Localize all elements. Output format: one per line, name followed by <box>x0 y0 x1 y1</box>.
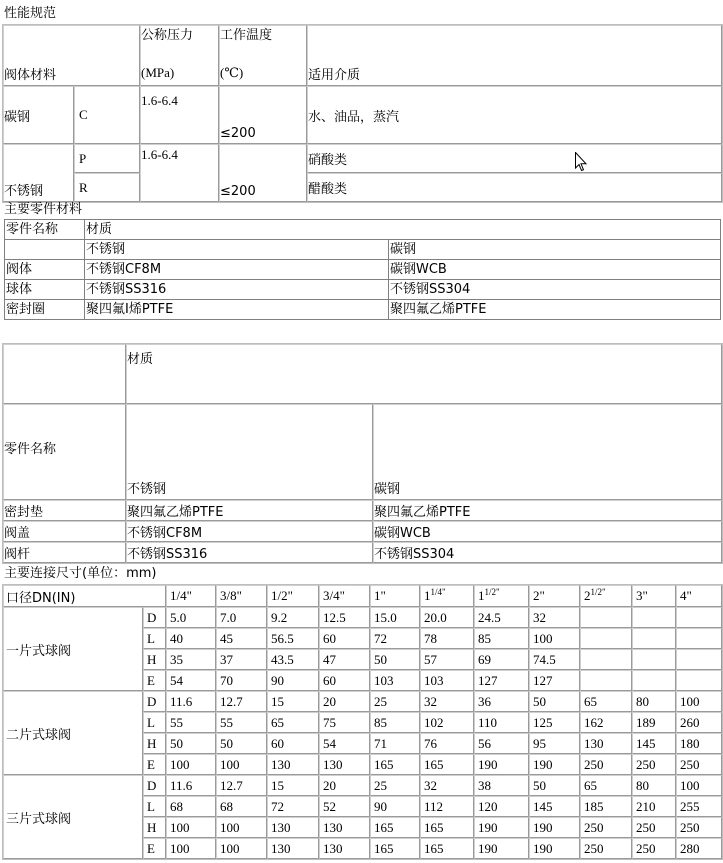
part-name-header-2: 零件名称 <box>3 404 126 500</box>
dimension-value <box>632 670 676 691</box>
stainless-material: 不锈钢SS316 <box>126 542 373 563</box>
size-base: 3/4" <box>323 588 345 603</box>
carbon-material: 聚四氟乙烯PTFE <box>373 500 722 521</box>
dimension-value: 54 <box>319 733 370 754</box>
dimension-value: 90 <box>267 670 319 691</box>
stainless-material: 聚四氟I烯PTFE <box>85 300 389 320</box>
dimension-value: 103 <box>370 670 420 691</box>
size-base: 1/4" <box>170 588 192 603</box>
parts-title: 主要零件材料 <box>4 202 83 217</box>
dimension-key: H <box>143 649 166 670</box>
dimension-value <box>676 670 722 691</box>
dimension-value: 190 <box>529 754 580 775</box>
dimension-value: 12.7 <box>216 691 267 712</box>
dimension-value: 100 <box>216 817 267 838</box>
dimension-value: 60 <box>319 670 370 691</box>
size-base: 3/8" <box>220 588 242 603</box>
dimension-value: 130 <box>267 817 319 838</box>
dimension-value: 80 <box>632 775 676 796</box>
dimension-key: D <box>143 775 166 796</box>
parts-table-1 <box>4 219 721 320</box>
dimension-value: 25 <box>370 775 420 796</box>
medium-header: 适用介质 <box>307 25 722 86</box>
dimension-key: E <box>143 754 166 775</box>
dimension-value: 32 <box>420 775 474 796</box>
dimension-value: 125 <box>529 712 580 733</box>
dimension-value: 130 <box>319 754 370 775</box>
dimension-value: 20 <box>319 775 370 796</box>
dimension-value <box>580 607 632 628</box>
carbon-material: 聚四氟乙烯PTFE <box>389 300 721 320</box>
dimension-value: 100 <box>676 775 722 796</box>
carbon-material: 不锈钢SS304 <box>373 542 722 563</box>
dimension-value: 165 <box>370 838 420 859</box>
dimension-value: 50 <box>529 775 580 796</box>
dimension-value <box>632 628 676 649</box>
dimension-key: D <box>143 691 166 712</box>
dimension-value: 190 <box>474 754 529 775</box>
dimension-value: 250 <box>580 754 632 775</box>
dimension-value: 40 <box>166 628 216 649</box>
code-c: C <box>74 86 140 144</box>
dimension-value: 52 <box>319 796 370 817</box>
size-base: 4" <box>680 588 692 603</box>
size-header-corner: 口径DN(IN) <box>3 585 166 607</box>
dimension-value: 74.5 <box>529 649 580 670</box>
dimension-value: 165 <box>420 817 474 838</box>
dimension-value: 120 <box>474 796 529 817</box>
dimension-value: 65 <box>267 712 319 733</box>
stainless-material: 不锈钢CF8M <box>126 521 373 542</box>
valve-type: 二片式球阀 <box>3 691 143 775</box>
dimension-value: 130 <box>267 838 319 859</box>
dimension-value: 250 <box>632 817 676 838</box>
dimension-value: 127 <box>529 670 580 691</box>
mouse-pointer-icon <box>575 152 587 176</box>
size-base: 1 <box>424 588 431 603</box>
dimension-value <box>580 649 632 670</box>
dimension-value: 130 <box>319 817 370 838</box>
size-base: 1" <box>374 588 386 603</box>
dimension-row <box>3 607 722 628</box>
parts-table-2 <box>2 343 723 564</box>
dimension-value: 190 <box>529 817 580 838</box>
dimension-value: 50 <box>166 733 216 754</box>
dimension-value: 100 <box>529 628 580 649</box>
dimension-value: 190 <box>474 817 529 838</box>
medium-carbon: 水、油品，蒸汽 <box>307 86 722 144</box>
dimension-value: 68 <box>216 796 267 817</box>
dimension-key: L <box>143 796 166 817</box>
dimension-value: 165 <box>370 817 420 838</box>
valve-type: 三片式球阀 <box>3 775 143 859</box>
dimension-value: 95 <box>529 733 580 754</box>
dimension-value: 70 <box>216 670 267 691</box>
dimension-value <box>580 628 632 649</box>
stainless-material: 不锈钢CF8M <box>85 260 389 280</box>
dimension-value: 280 <box>676 838 722 859</box>
dimension-value: 12.5 <box>319 607 370 628</box>
temp-carbon: ≤200 <box>219 86 307 144</box>
dimension-value: 50 <box>370 649 420 670</box>
size-header <box>474 585 529 607</box>
dimension-value: 65 <box>580 775 632 796</box>
dimension-value: 71 <box>370 733 420 754</box>
dimension-value: 130 <box>319 838 370 859</box>
size-base: 1 <box>478 588 485 603</box>
dimension-value: 47 <box>319 649 370 670</box>
dimension-value: 68 <box>166 796 216 817</box>
dimension-value: 5.0 <box>166 607 216 628</box>
dimension-value: 69 <box>474 649 529 670</box>
dimension-key: D <box>143 607 166 628</box>
dimension-value: 75 <box>319 712 370 733</box>
pressure-stainless: 1.6-6.4 <box>140 144 219 202</box>
dimension-value: 56.5 <box>267 628 319 649</box>
dimension-value <box>580 670 632 691</box>
dimension-value: 55 <box>216 712 267 733</box>
size-fraction: 1/4" <box>430 587 446 597</box>
dimension-value: 37 <box>216 649 267 670</box>
dimension-value: 11.6 <box>166 775 216 796</box>
material-header-2: 材质 <box>126 344 722 404</box>
size-header <box>580 585 632 607</box>
size-header <box>420 585 474 607</box>
dimension-value: 255 <box>676 796 722 817</box>
dimension-value: 45 <box>216 628 267 649</box>
dimension-value: 50 <box>529 691 580 712</box>
dimensions-title: 主要连接尺寸(单位：mm) <box>4 566 157 581</box>
carbon-material: 碳钢WCB <box>373 521 722 542</box>
stainless-col-header-2: 不锈钢 <box>126 404 373 500</box>
carbon-material: 不锈钢SS304 <box>389 280 721 300</box>
dimension-key: L <box>143 712 166 733</box>
dimension-value: 165 <box>370 754 420 775</box>
dimension-value: 65 <box>580 691 632 712</box>
dimension-value: 250 <box>580 838 632 859</box>
size-fraction: 1/2" <box>484 587 500 597</box>
stainless-col-header-1: 不锈钢 <box>85 240 389 260</box>
dimension-value: 100 <box>216 838 267 859</box>
dimension-key: H <box>143 817 166 838</box>
dimension-value: 250 <box>676 754 722 775</box>
dimension-key: L <box>143 628 166 649</box>
dimension-value: 90 <box>370 796 420 817</box>
temp-stainless: ≤200 <box>219 144 307 202</box>
dimension-value: 36 <box>474 691 529 712</box>
dimension-value: 54 <box>166 670 216 691</box>
dimension-value: 250 <box>676 817 722 838</box>
dimension-value: 9.2 <box>267 607 319 628</box>
dimension-value: 250 <box>580 817 632 838</box>
size-header <box>216 585 267 607</box>
dimension-value: 102 <box>420 712 474 733</box>
temperature-unit: (℃) <box>220 65 244 80</box>
dimension-value <box>676 607 722 628</box>
dimension-value: 76 <box>420 733 474 754</box>
dimension-value: 55 <box>166 712 216 733</box>
dimension-value: 24.5 <box>474 607 529 628</box>
dimension-value: 100 <box>166 754 216 775</box>
dimension-value <box>632 649 676 670</box>
valve-type: 一片式球阀 <box>3 607 143 691</box>
part-name-header: 零件名称 <box>5 220 85 240</box>
part-name: 阀体 <box>5 260 85 280</box>
dimension-value <box>676 628 722 649</box>
dimension-value: 110 <box>474 712 529 733</box>
part-name: 球体 <box>5 280 85 300</box>
performance-table <box>2 24 723 203</box>
pressure-carbon: 1.6-6.4 <box>140 86 219 144</box>
size-header <box>370 585 420 607</box>
dimension-value: 72 <box>370 628 420 649</box>
medium-nitric-acid: 硝酸类 <box>307 144 722 173</box>
dimension-value: 100 <box>216 754 267 775</box>
carbon-material: 碳钢WCB <box>389 260 721 280</box>
code-r: R <box>74 173 140 202</box>
dimension-value: 100 <box>676 691 722 712</box>
carbon-col-header-1: 碳钢 <box>389 240 721 260</box>
dimension-value: 85 <box>474 628 529 649</box>
size-header <box>632 585 676 607</box>
part-name: 阀盖 <box>3 521 126 542</box>
dimension-value: 57 <box>420 649 474 670</box>
temperature-label: 工作温度 <box>220 28 273 43</box>
dimension-value: 80 <box>632 691 676 712</box>
dimension-value: 165 <box>420 838 474 859</box>
dimension-value: 15 <box>267 775 319 796</box>
pressure-header <box>140 25 219 86</box>
material-header: 阀体材料 <box>3 25 140 86</box>
dimension-value: 11.6 <box>166 691 216 712</box>
dimension-value: 32 <box>420 691 474 712</box>
carbon-col-header-2: 碳钢 <box>373 404 722 500</box>
size-fraction: 1/2" <box>590 587 606 597</box>
dimension-value: 60 <box>267 733 319 754</box>
dimension-value: 20.0 <box>420 607 474 628</box>
dimension-value: 15.0 <box>370 607 420 628</box>
dimension-value: 56 <box>474 733 529 754</box>
dimension-value: 38 <box>474 775 529 796</box>
medium-acetic-acid: 醋酸类 <box>307 173 722 202</box>
dimension-value <box>632 607 676 628</box>
dimension-key: H <box>143 733 166 754</box>
material-stainless-steel: 不锈钢 <box>3 144 74 202</box>
dimensions-table <box>2 584 723 860</box>
dimension-value: 260 <box>676 712 722 733</box>
dimension-value: 103 <box>420 670 474 691</box>
dimension-value: 7.0 <box>216 607 267 628</box>
dimension-value: 130 <box>267 754 319 775</box>
temperature-header <box>219 25 307 86</box>
dimension-value: 100 <box>166 817 216 838</box>
size-base: 1/2" <box>271 588 293 603</box>
size-header <box>166 585 216 607</box>
dimension-value: 250 <box>632 838 676 859</box>
size-header <box>319 585 370 607</box>
size-base: 3" <box>636 588 648 603</box>
pressure-label: 公称压力 <box>141 28 194 43</box>
material-header-1: 材质 <box>85 220 721 240</box>
material-carbon-steel: 碳钢 <box>3 86 74 144</box>
dimension-value: 85 <box>370 712 420 733</box>
size-base: 2" <box>533 588 545 603</box>
dimension-value: 165 <box>420 754 474 775</box>
dimension-row <box>3 691 722 712</box>
dimension-value: 250 <box>632 754 676 775</box>
dimension-value: 130 <box>580 733 632 754</box>
dimension-value: 190 <box>474 838 529 859</box>
dimension-key: E <box>143 838 166 859</box>
dimension-value: 162 <box>580 712 632 733</box>
dimension-key: E <box>143 670 166 691</box>
pressure-unit: (MPa) <box>141 65 175 80</box>
dimension-value: 180 <box>676 733 722 754</box>
size-header <box>676 585 722 607</box>
size-header <box>267 585 319 607</box>
dimension-value: 32 <box>529 607 580 628</box>
dimension-value: 60 <box>319 628 370 649</box>
dimension-value: 185 <box>580 796 632 817</box>
dimension-value: 145 <box>632 733 676 754</box>
dimension-value <box>676 649 722 670</box>
dimension-value: 100 <box>166 838 216 859</box>
dimension-value: 112 <box>420 796 474 817</box>
dimension-value: 78 <box>420 628 474 649</box>
dimension-value: 35 <box>166 649 216 670</box>
dimension-value: 190 <box>529 838 580 859</box>
dimension-value: 210 <box>632 796 676 817</box>
size-base: 2 <box>584 588 591 603</box>
dimension-value: 15 <box>267 691 319 712</box>
dimension-value: 43.5 <box>267 649 319 670</box>
part-name: 阀杆 <box>3 542 126 563</box>
dimension-value: 127 <box>474 670 529 691</box>
dimension-value: 50 <box>216 733 267 754</box>
stainless-material: 不锈钢SS316 <box>85 280 389 300</box>
dimension-value: 20 <box>319 691 370 712</box>
dimension-value: 12.7 <box>216 775 267 796</box>
dimension-value: 72 <box>267 796 319 817</box>
stainless-material: 聚四氟乙烯PTFE <box>126 500 373 521</box>
dimension-value: 189 <box>632 712 676 733</box>
part-name: 密封垫 <box>3 500 126 521</box>
part-name: 密封圈 <box>5 300 85 320</box>
size-header <box>529 585 580 607</box>
code-p: P <box>74 144 140 173</box>
dimension-value: 25 <box>370 691 420 712</box>
dimension-row <box>3 775 722 796</box>
performance-title: 性能规范 <box>4 6 57 21</box>
dimension-value: 145 <box>529 796 580 817</box>
